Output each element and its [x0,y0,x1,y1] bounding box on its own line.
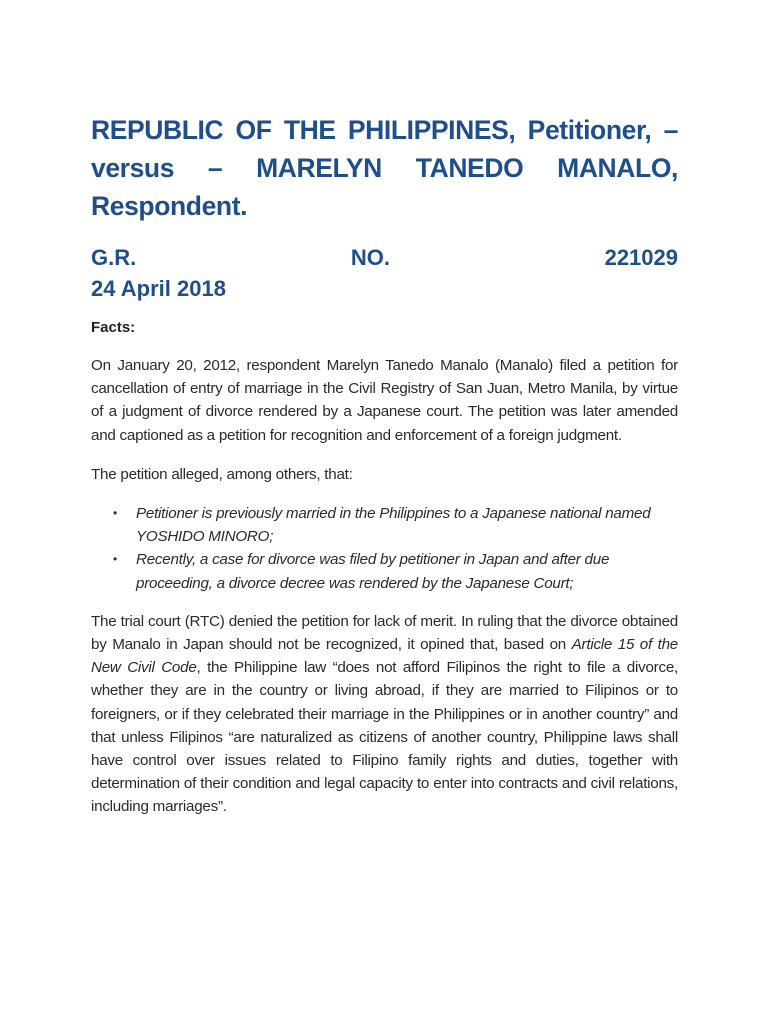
bullet-icon: • [113,552,117,567]
facts-paragraph-3 [91,610,678,819]
case-title-line-1: REPUBLIC OF THE PHILIPPINES, Petitioner, – [91,115,678,145]
case-date: 24 April 2018 [91,276,226,301]
case-title-line-3: Respondent. [91,191,248,221]
list-item [91,548,678,594]
allegations-list [91,502,678,595]
case-number-block [91,242,678,304]
case-number-gr: G.R. [91,245,137,270]
list-item [91,502,678,548]
list-item-text: Petitioner is previously married in the Philippines to a Japanese national named YOSHIDO MINORO; [136,505,651,546]
case-number-no: NO. [350,245,390,270]
article-15-reference: Article 15 of the New Civil Code [91,636,678,677]
case-title [91,111,678,225]
facts-heading: Facts: [91,319,136,336]
document-page [91,111,678,819]
facts-paragraph-2: The petition alleged, among others, that: [91,465,353,483]
case-number-row [91,242,678,273]
paragraph-3-text-before: The trial court (RTC) denied the petition for lack of merit. In ruling that the divorce obtained by Manalo in Japan should not be recognized, it opined that, based on [91,612,678,654]
case-title-line-2: versus – MARELYN TANEDO MANALO, [91,153,678,183]
facts-paragraph-1: On January 20, 2012, respondent Marelyn Tanedo Manalo (Manalo) filed a petition for cancellation of entry of marriage in the Civil Registry of San Juan, Metro Manila, by virtue of a judgment of divorce rendered by a Japanese court. The petition was later amended and captioned as a petition for recognition and enforcement of a foreign judgment. [91,357,678,444]
list-item-text: Recently, a case for divorce was filed by petitioner in Japan and after due proceeding, a divorce decree was rendered by the Japanese Court; [136,551,610,592]
paragraph-3-text-after: , the Philippine law “does not afford Filipinos the right to file a divorce, whether they are in the country or living abroad, if they are married to Filipinos or to foreigners, or if they celebrated their marriage in the Philippines or in another country” and that unless Filipinos “are naturalized as citizens of another country, Philippine laws shall have control over issues related to Filipino family rights and duties, together with determination of their condition and legal capacity to enter into contracts and civil relations, including marriages”. [91,659,678,816]
case-number-value: 221029 [604,245,678,270]
bullet-icon: • [113,506,117,521]
